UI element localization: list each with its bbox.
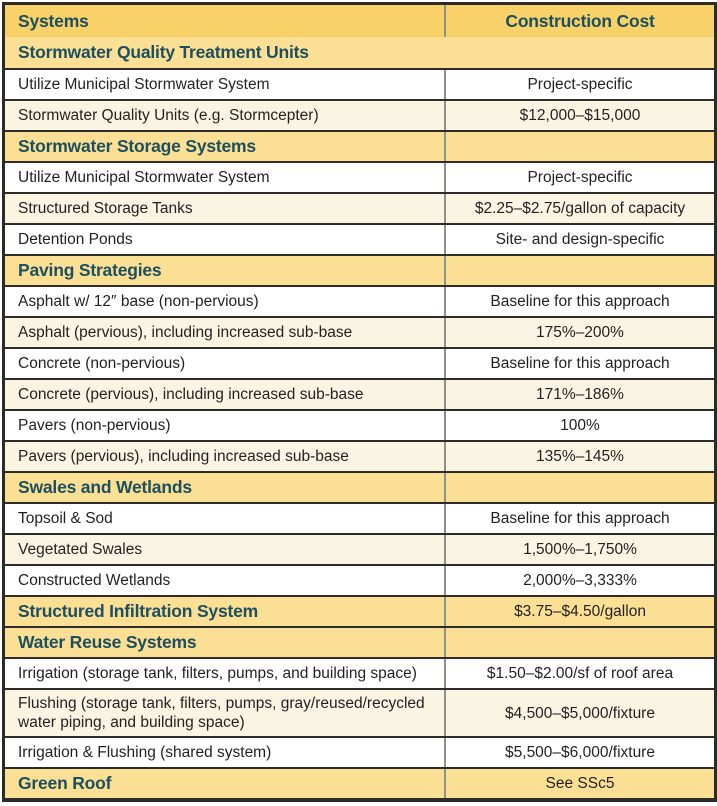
- table-header-row: [5, 5, 714, 37]
- row-label: Vegetated Swales: [5, 535, 446, 564]
- table-row: [5, 347, 714, 378]
- row-label: Green Roof: [5, 769, 446, 798]
- table-row: [5, 378, 714, 409]
- table-row: [5, 736, 714, 767]
- section-row: [5, 254, 714, 285]
- row-label: Irrigation (storage tank, filters, pumps, and building space): [5, 659, 446, 688]
- row-value: Project-specific: [527, 169, 633, 186]
- row-value: $5,500–$6,000/fixture: [505, 744, 655, 761]
- row-label: Topsoil & Sod: [5, 504, 446, 533]
- row-label: Detention Ponds: [5, 225, 446, 254]
- row-value: See SSc5: [545, 775, 615, 792]
- row-value: Baseline for this approach: [490, 293, 670, 310]
- section-row: [5, 130, 714, 161]
- row-label: Concrete (non-pervious): [5, 349, 446, 378]
- section-row: [5, 767, 714, 798]
- row-label: Stormwater Quality Units (e.g. Stormcepter): [5, 101, 446, 130]
- row-value: Site- and design-specific: [495, 231, 665, 248]
- row-value: [446, 628, 714, 657]
- row-label: Utilize Municipal Stormwater System: [5, 70, 446, 99]
- row-label: Paving Strategies: [5, 256, 446, 285]
- row-value: 100%: [560, 417, 600, 434]
- row-label: Stormwater Storage Systems: [5, 132, 446, 161]
- row-label: Stormwater Quality Treatment Units: [18, 42, 309, 62]
- row-label: Structured Storage Tanks: [5, 194, 446, 223]
- row-label: Asphalt (pervious), including increased sub-base: [5, 318, 446, 347]
- row-value: 175%–200%: [536, 324, 624, 341]
- row-value: [446, 473, 714, 502]
- row-label: Asphalt w/ 12″ base (non-pervious): [5, 287, 446, 316]
- table-row: [5, 502, 714, 533]
- row-label: Pavers (pervious), including increased sub-base: [5, 442, 446, 471]
- section-row: [5, 37, 714, 68]
- table-row: [5, 440, 714, 471]
- row-value: 135%–145%: [536, 448, 624, 465]
- row-label: Flushing (storage tank, filters, pumps, gray/reused/recycled water piping, and building space): [5, 690, 446, 736]
- table-row: [5, 316, 714, 347]
- row-value: $2.25–$2.75/gallon of capacity: [474, 200, 686, 217]
- table-row: [5, 533, 714, 564]
- table-body: [5, 37, 714, 798]
- row-value: 171%–186%: [536, 386, 624, 403]
- row-value: 2,000%–3,333%: [523, 572, 637, 589]
- row-label: Constructed Wetlands: [5, 566, 446, 595]
- row-value: $4,500–$5,000/fixture: [505, 704, 655, 722]
- table-row: [5, 99, 714, 130]
- row-value: [446, 132, 714, 161]
- table-row: [5, 409, 714, 440]
- row-label: Concrete (pervious), including increased sub-base: [5, 380, 446, 409]
- section-row: [5, 626, 714, 657]
- row-label: Water Reuse Systems: [5, 628, 446, 657]
- row-value: Project-specific: [527, 76, 633, 93]
- table-row: [5, 657, 714, 688]
- table-row: [5, 285, 714, 316]
- section-row: [5, 471, 714, 502]
- column-header-construction-cost: Construction Cost: [505, 10, 655, 31]
- table-row: [5, 688, 714, 736]
- row-label: Irrigation & Flushing (shared system): [5, 738, 446, 767]
- row-value: Baseline for this approach: [490, 510, 670, 527]
- column-header-systems: Systems: [5, 5, 446, 37]
- table-row: [5, 192, 714, 223]
- row-label: Pavers (non-pervious): [5, 411, 446, 440]
- table-row: [5, 68, 714, 99]
- row-label: Structured Infiltration System: [5, 597, 446, 626]
- table-row: [5, 564, 714, 595]
- row-value: $1.50–$2.00/sf of roof area: [486, 665, 674, 682]
- row-value: $12,000–$15,000: [519, 107, 641, 124]
- section-row: [5, 595, 714, 626]
- cost-table: [2, 2, 717, 802]
- row-value: $3.75–$4.50/gallon: [514, 603, 646, 620]
- row-value: [446, 37, 714, 68]
- row-label: Swales and Wetlands: [5, 473, 446, 502]
- row-value: [446, 256, 714, 285]
- table-row: [5, 161, 714, 192]
- row-label: Utilize Municipal Stormwater System: [5, 163, 446, 192]
- row-value: 1,500%–1,750%: [523, 541, 637, 558]
- table-row: [5, 223, 714, 254]
- row-value: Baseline for this approach: [490, 355, 670, 372]
